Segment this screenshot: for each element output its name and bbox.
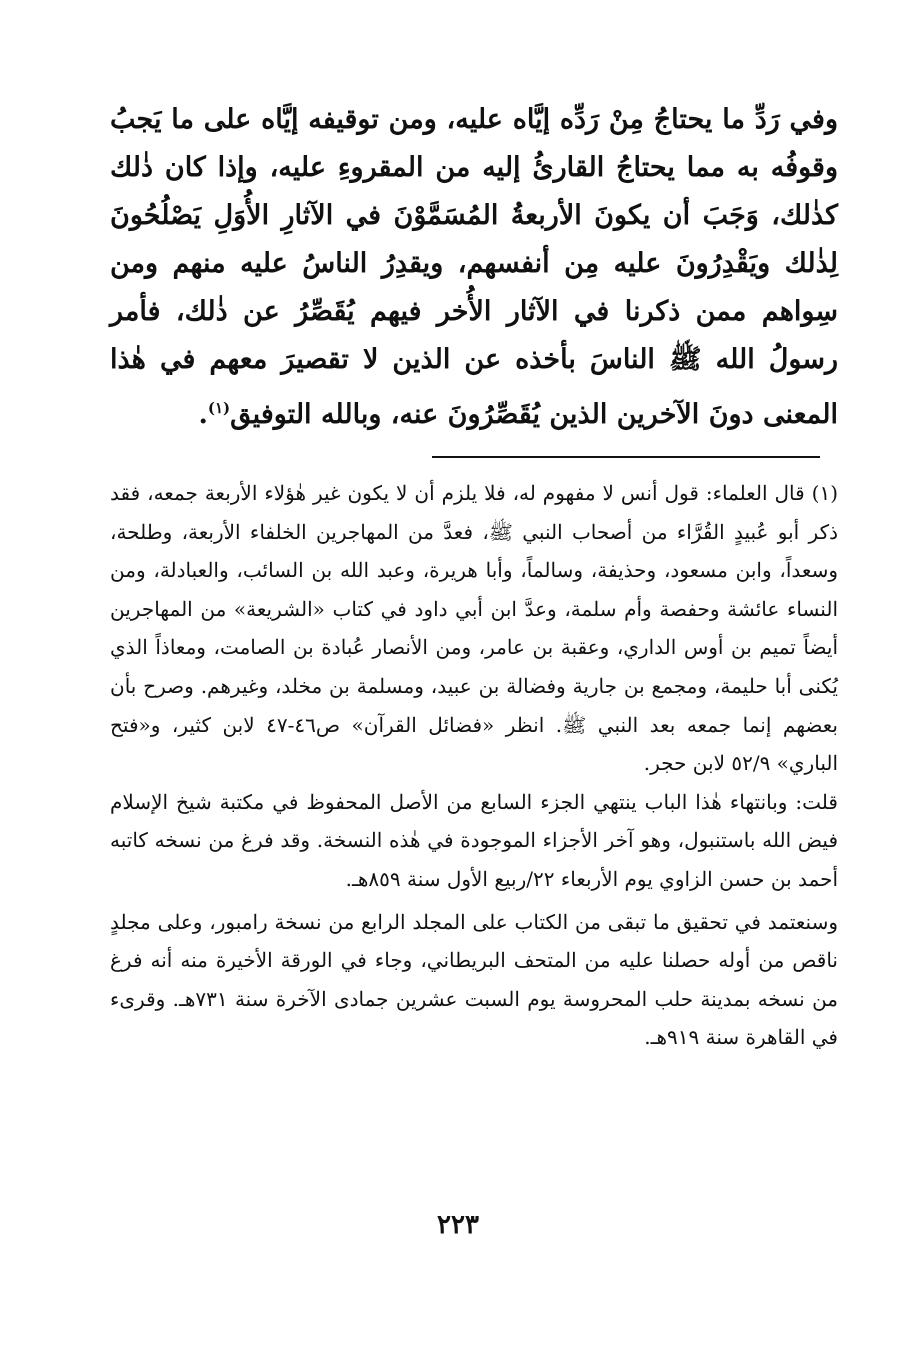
footnote-divider <box>432 456 820 458</box>
page-number: ٢٢٣ <box>437 1210 479 1240</box>
editor-note-manuscript-end: قلت: وبانتهاء هٰذا الباب ينتهي الجزء السابع من الأصل المحفوظ في مكتبة شيخ الإسلام فيض الله باستنبول، وهو آخر الأجزاء الموجودة في هٰذه النسخة. وقد فرغ من نسخه كاتبه أحمد بن حسن الزاوي يوم الأربعاء ٢٢/ربيع الأول سنة ٨٥٩هـ. <box>110 789 839 891</box>
footnote-1: (١) قال العلماء: قول أنس لا مفهوم له، فلا يلزم أن لا يكون غير هٰؤلاء الأربعة جمعه، فقد ذكر أبو عُبيدٍ القُرَّاء من أصحاب النبي ﷺ، فعدَّ من المهاجرين الخلفاء الأربعة، وطلحة، وسعداً، وابن مسعود، وحذيفة، وسالماً، وأبا هريرة، وعبد الله بن السائب، والعبادلة، ومن النساء عائشة وحفصة وأم سلمة، وعدَّ ابن أبي داود في كتاب «الشريعة» من المهاجرين أيضاً تميم بن أوس الداري، وعقبة بن عامر، ومن الأنصار عُبادة بن الصامت، ومعاذاً الذي يُكنى أبا حليمة، ومجمع بن جارية وفضالة بن عبيد، ومسلمة بن مخلد، وغيرهم. وصرح بأن بعضهم إنما جمعه بعد النبي ﷺ. انظر «فضائل القرآن» ص٤٦-٤٧ لابن كثير، و«فتح الباري» ٥٢/٩ لابن حجر. <box>110 481 838 776</box>
footnotes-block <box>110 474 838 1057</box>
main-paragraph-end: . <box>198 399 208 430</box>
main-paragraph <box>110 96 838 439</box>
editor-note-sources: وسنعتمد في تحقيق ما تبقى من الكتاب على المجلد الرابع من نسخة رامبور، وعلى مجلدٍ ناقص من أوله حصلنا عليه من المتحف البريطاني، وجاء في الورقة الأخيرة منه أنه فرغ من نسخه بمدينة حلب المحروسة يوم السبت عشرين جمادى الآخرة سنة ٧٣١هـ. وقرىء في القاهرة سنة ٩١٩هـ. <box>110 909 839 1050</box>
main-text-block <box>110 96 838 439</box>
footnote-reference: (١) <box>207 399 231 417</box>
main-paragraph-text: وفي رَدِّ ما يحتاجُ مِنْ رَدِّه إيَّاه عليه، ومن توقيفه إيَّاه على ما يَجبُ وقوفُه به مما يحتاجُ القارئُ إليه من المقروءِ عليه، وإذا كان ذٰلك كذٰلك، وَجَبَ أن يكونَ الأربعةُ المُسَمَّوْنَ في الآثارِ الأُوَلِ يَصْلُحُونَ لِذٰلك ويَقْدِرُونَ عليه مِن أنفسهم، ويقدِرُ الناسُ عليه منهم ومن سِواهم ممن ذكرنا في الآثار الأُخر فيهم يُقَصِّرُ عن ذٰلك، فأمر رسولُ الله ﷺ الناسَ بأخذه عن الذين لا تقصيرَ معهم في هٰذا المعنى دونَ الآخرين الذين يُقَصِّرُونَ عنه، وبالله التوفيق <box>110 104 838 430</box>
